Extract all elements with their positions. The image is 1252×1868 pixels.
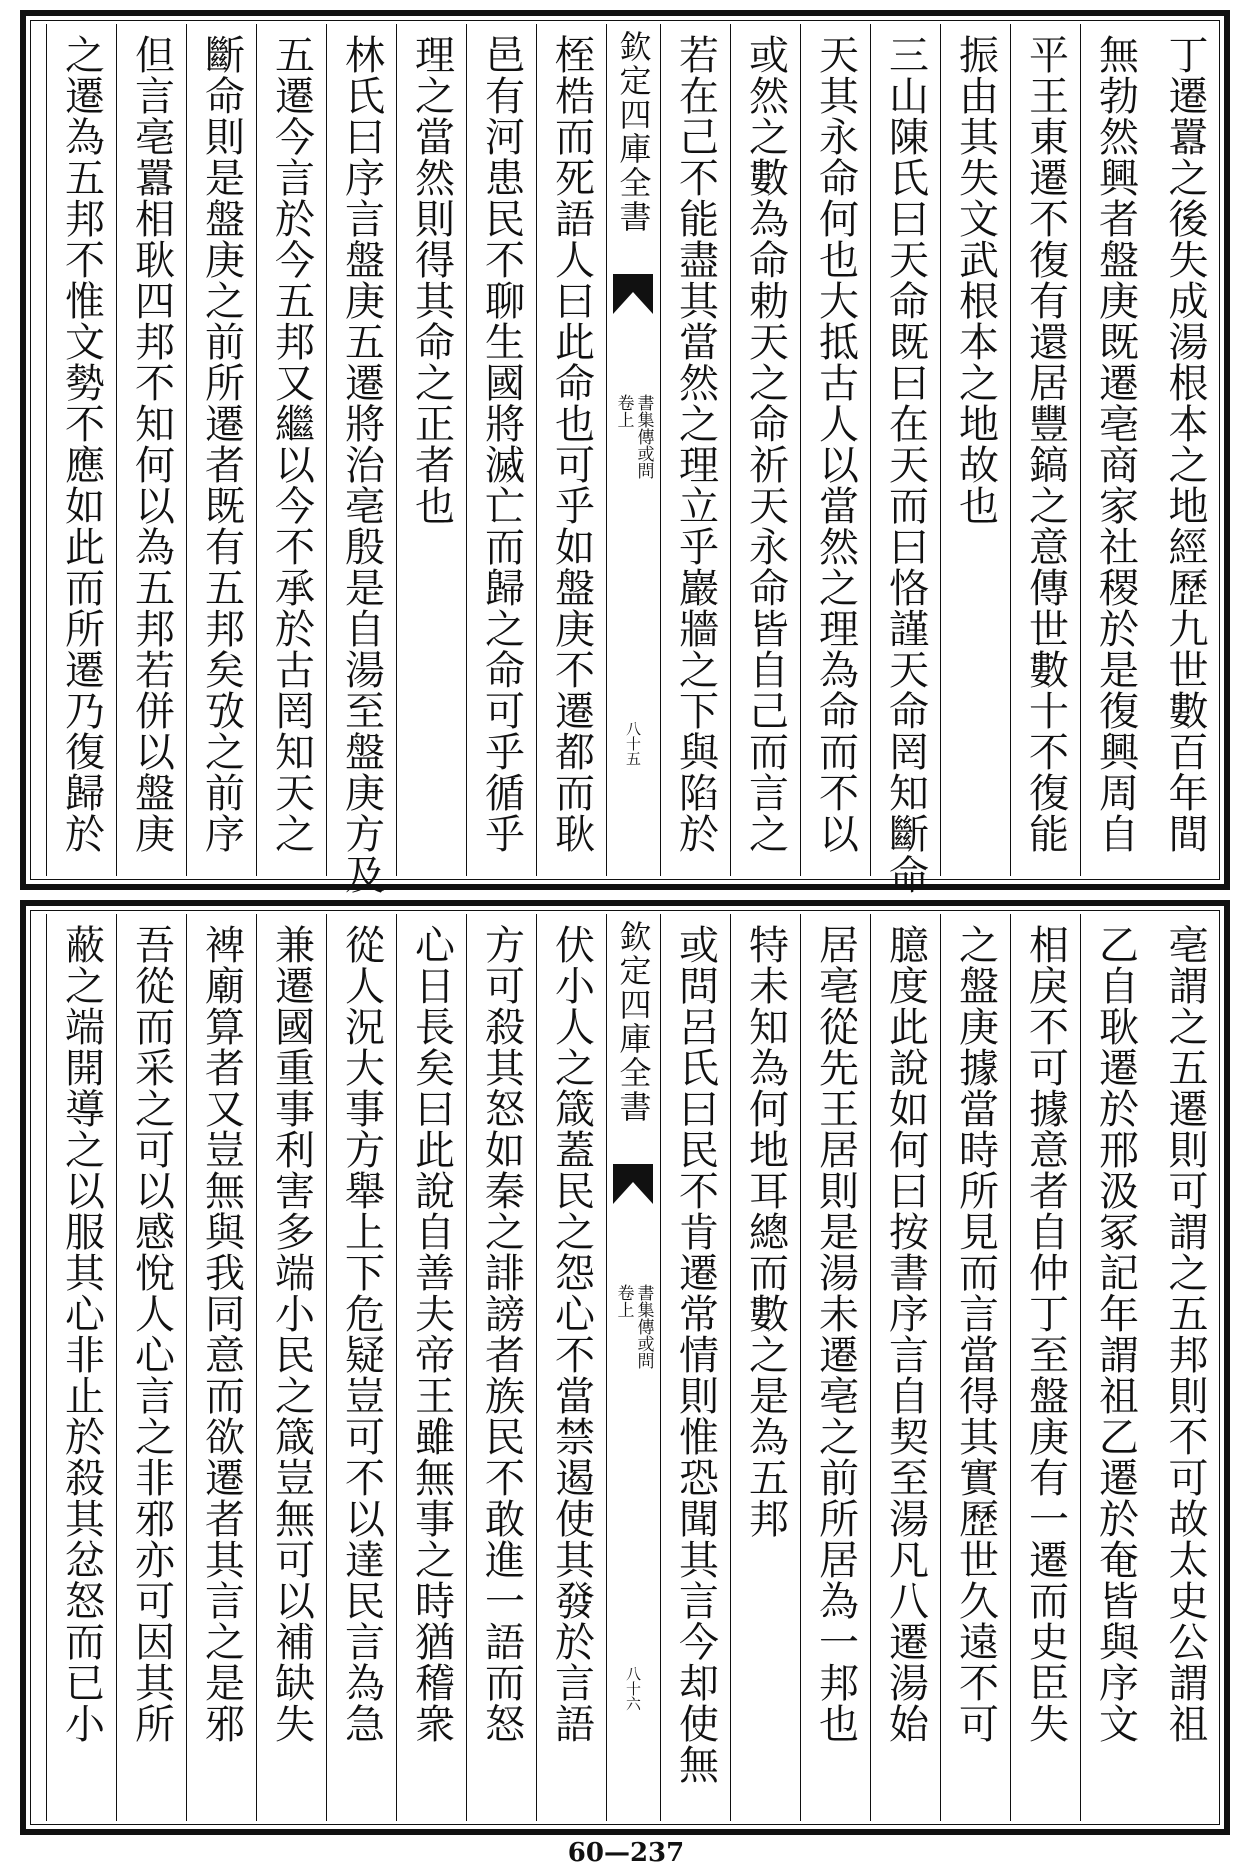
page-header-column — [606, 24, 660, 876]
text-column — [730, 914, 800, 1821]
text-column — [1080, 914, 1150, 1821]
column-text: 從人況大事方舉上下危疑豈可不以達民言為急 — [338, 924, 385, 1744]
column-text: 理之當然則得其命之正者也 — [408, 34, 455, 526]
text-column — [730, 24, 800, 876]
text-column — [660, 914, 730, 1821]
column-text: 蔽之端開導之以服其心非止於殺其忿怒而已小 — [58, 924, 105, 1744]
text-column — [466, 24, 536, 876]
text-column — [186, 24, 256, 876]
column-text: 天其永命何也大抵古人以當然之理為命而不以 — [812, 34, 859, 854]
column-text: 方可殺其怒如秦之誹謗者族民不敢進一語而怒 — [478, 924, 525, 1744]
column-text: 林氏曰序言盤庚五遷將治亳殷是自湯至盤庚方及 — [338, 34, 385, 895]
page-title: 欽定四庫全書 — [614, 30, 653, 234]
column-text: 平王東遷不復有還居豐鎬之意傳世數十不復能 — [1022, 34, 1069, 854]
text-column — [46, 914, 116, 1821]
text-column — [940, 914, 1010, 1821]
folio-number: 八十六 — [624, 1666, 642, 1711]
column-text: 居亳從先王居則是湯未遷亳之前所居為一邦也 — [812, 924, 859, 1744]
text-column — [1150, 914, 1220, 1821]
column-text: 邑有河患民不聊生國將滅亡而歸之命可乎循乎 — [478, 34, 525, 854]
text-column — [660, 24, 730, 876]
text-column — [116, 914, 186, 1821]
text-column — [186, 914, 256, 1821]
text-column — [870, 914, 940, 1821]
column-text: 五遷今言於今五邦又繼以今不承於古罔知天之 — [268, 34, 315, 854]
column-text: 若在己不能盡其當然之理立乎巖牆之下與陷於 — [672, 34, 719, 854]
column-text: 兼遷國重事利害多端小民之箴豈無可以補缺失 — [268, 924, 315, 1744]
column-text: 之遷為五邦不惟文勢不應如此而所遷乃復歸於 — [58, 34, 105, 854]
folio-number: 八十五 — [624, 721, 642, 766]
fish-tail-mark-icon — [613, 1164, 653, 1204]
text-column — [940, 24, 1010, 876]
column-text: 但言亳囂相耿四邦不知何以為五邦若併以盤庚 — [128, 34, 175, 854]
text-column — [396, 24, 466, 876]
column-text: 吾從而采之可以感悅人心言之非邪亦可因其所 — [128, 924, 175, 1744]
column-text: 伏小人之箴蓋民之怨心不當禁遏使其發於言語 — [548, 924, 595, 1744]
column-text: 或然之數為命勅天之命祈天永命皆自己而言之 — [742, 34, 789, 854]
text-column — [466, 914, 536, 1821]
bottom-page — [20, 900, 1230, 1835]
column-text: 三山陳氏曰天命既曰在天而曰恪謹天命罔知斷命 — [882, 34, 929, 895]
text-column — [396, 914, 466, 1821]
text-column — [870, 24, 940, 895]
column-text: 特未知為何地耳總而數之是為五邦 — [742, 924, 789, 1539]
column-text: 或問呂氏曰民不肯遷常情則惟恐聞其言今却使無 — [672, 924, 719, 1785]
top-page — [20, 10, 1230, 895]
column-text: 臆度此說如何曰按書序言自契至湯凡八遷湯始 — [882, 924, 929, 1744]
text-column — [536, 24, 606, 876]
column-text: 相戾不可據意者自仲丁至盤庚有一遷而史臣失 — [1022, 924, 1069, 1744]
text-column — [46, 24, 116, 876]
text-column — [256, 914, 326, 1821]
column-text: 振由其失文武根本之地故也 — [952, 34, 999, 526]
text-column — [326, 24, 396, 895]
book-title: 書集傳或問 卷上 — [613, 1284, 654, 1369]
column-text: 裨廟算者又豈無與我同意而欲遷者其言之是邪 — [198, 924, 245, 1744]
column-text: 桎梏而死語人曰此命也可乎如盤庚不遷都而耿 — [548, 34, 595, 854]
text-column — [1010, 24, 1080, 876]
text-column — [256, 24, 326, 876]
column-text: 亳謂之五遷則可謂之五邦則不可故太史公謂祖 — [1162, 924, 1208, 1744]
text-column — [800, 914, 870, 1821]
text-column — [1150, 24, 1220, 876]
column-text: 丁遷囂之後失成湯根本之地經歷九世數百年間 — [1162, 34, 1208, 854]
text-column — [800, 24, 870, 876]
book-title: 書集傳或問 卷上 — [613, 394, 654, 479]
column-text: 乙自耿遷於邢汲冢記年謂祖乙遷於奄皆與序文 — [1092, 924, 1139, 1744]
column-text: 無勃然興者盤庚既遷亳商家社稷於是復興周自 — [1092, 34, 1139, 854]
page-footer-number: 60—237 — [567, 1838, 685, 1868]
text-column — [116, 24, 186, 876]
column-text: 之盤庚據當時所見而言當得其實歷世久遠不可 — [952, 924, 999, 1744]
page-header-column — [606, 914, 660, 1821]
text-column — [536, 914, 606, 1821]
text-column — [1080, 24, 1150, 876]
page-title: 欽定四庫全書 — [614, 920, 653, 1124]
column-text: 斷命則是盤庚之前所遷者既有五邦矣攷之前序 — [198, 34, 245, 854]
fish-tail-mark-icon — [613, 274, 653, 314]
text-column — [1010, 914, 1080, 1821]
column-text: 心日長矣曰此說自善夫帝王雖無事之時猶稽衆 — [408, 924, 455, 1744]
text-column — [326, 914, 396, 1821]
